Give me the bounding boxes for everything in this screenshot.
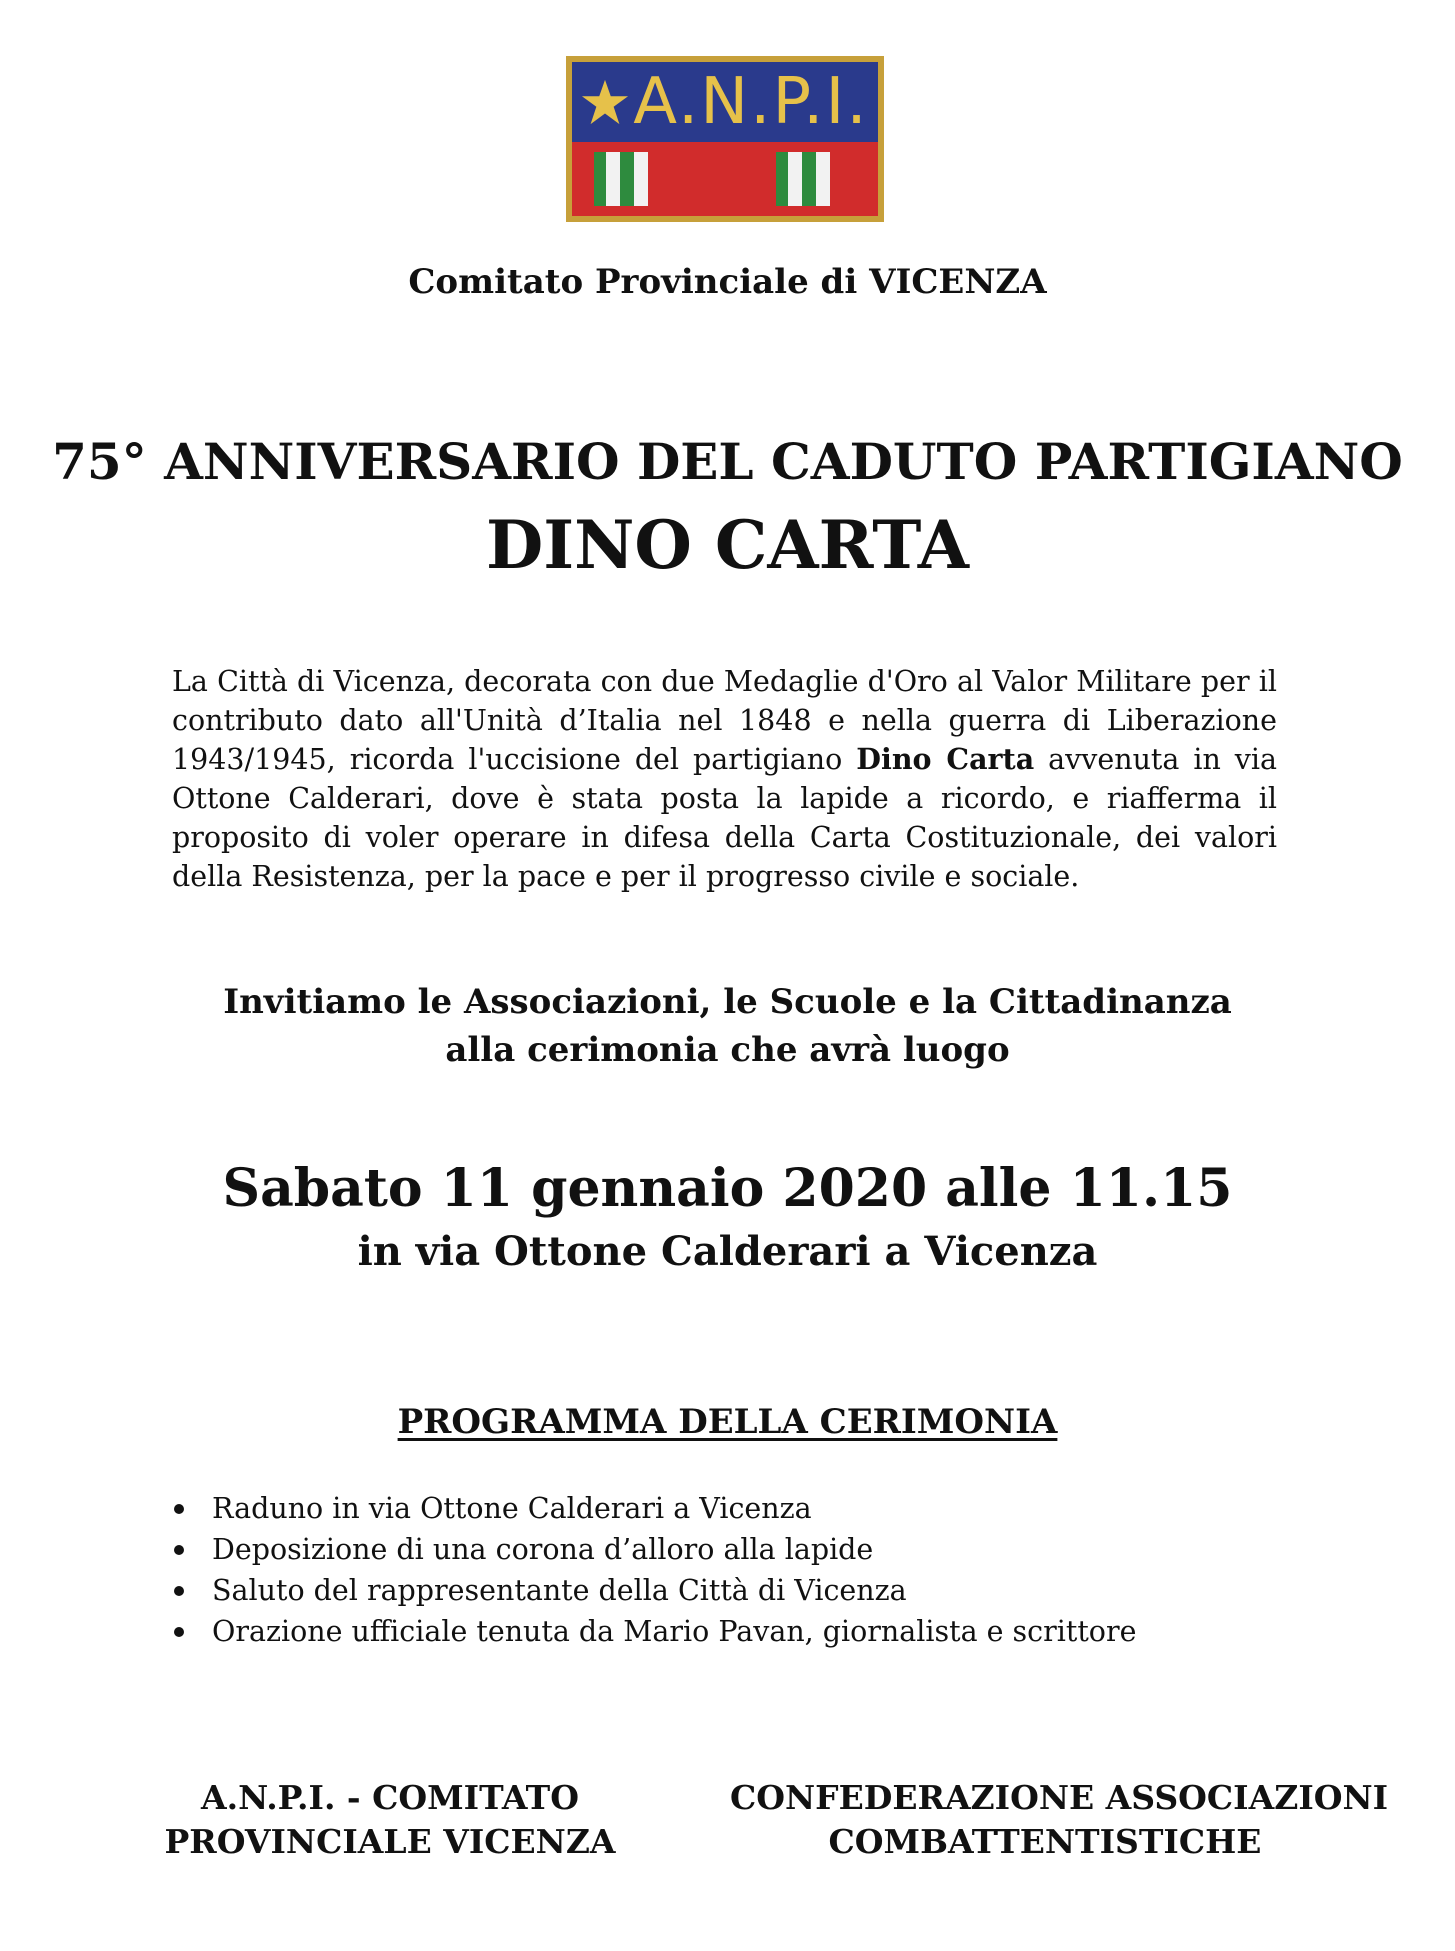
body-text-name: Dino Carta: [856, 742, 1035, 776]
invitation-line-2: alla cerimonia che avrà luogo: [445, 1030, 1010, 1070]
list-item: Raduno in via Ottone Calderari a Vicenza: [172, 1488, 1136, 1529]
list-item: Deposizione di una corona d’alloro alla lapide: [172, 1529, 1136, 1570]
logo-blue-band: [572, 62, 878, 142]
flag-stripe-white: [788, 152, 802, 206]
program-heading: PROGRAMMA DELLA CERIMONIA: [397, 1402, 1058, 1442]
flag-stripe-green: [620, 152, 634, 206]
footer-anpi-line-2: PROVINCIALE VICENZA: [164, 1822, 616, 1861]
page-title-name: DINO CARTA: [485, 506, 970, 584]
body-text-part1: La Città di Vicenza, decorata con due Medaglie d'Oro al Valor Militare per il contributo dato all'Unità d’Italia nel 1848 e nella guerra di Liberazione 1943/1945, ricorda l'uccisione del partigiano: [172, 665, 1277, 776]
event-date: Sabato 11 gennaio 2020 alle 11.15: [222, 1158, 1233, 1219]
invitation-line-1: Invitiamo le Associazioni, le Scuole e la Cittadinanza: [223, 982, 1232, 1022]
body-text-part2: avvenuta in via Ottone Calderari, dove è stata posta la lapide a ricordo, e riafferma il proposito di voler operare in difesa della Carta Costituzionale, dei valori della Resistenza, per la pace e per il progresso civile e sociale.: [172, 743, 1277, 893]
list-item: Saluto del rappresentante della Città di Vicenza: [172, 1570, 1136, 1611]
logo-text: A.N.P.I.: [633, 65, 869, 139]
body-paragraph: [172, 662, 1277, 896]
logo-text-wrap: [581, 65, 869, 139]
flag-stripe-red: [648, 152, 654, 206]
flag-stripe-green: [776, 152, 788, 206]
page-title: 75° ANNIVERSARIO DEL CADUTO PARTIGIANO: [52, 432, 1403, 491]
flag-stripe-white: [816, 152, 830, 206]
footer-anpi-line-1: A.N.P.I. - COMITATO: [201, 1778, 579, 1817]
flag-stripe-green: [594, 152, 606, 206]
flag-stripe-white: [606, 152, 620, 206]
footer-anpi: [140, 1776, 640, 1864]
footer-confederation: [730, 1776, 1389, 1864]
list-item: Orazione ufficiale tenuta da Mario Pavan, giornalista e scrittore: [172, 1611, 1136, 1652]
anpi-logo: [566, 56, 884, 222]
footer-confederation-line-2: COMBATTENTISTICHE: [828, 1822, 1262, 1861]
star-icon: [581, 78, 629, 126]
footer-confederation-line-1: CONFEDERAZIONE ASSOCIAZIONI: [730, 1778, 1389, 1817]
event-place: in via Ottone Calderari a Vicenza: [357, 1228, 1098, 1275]
logo-flag-band: [572, 142, 878, 216]
program-list: [172, 1488, 1136, 1652]
logo-inner: [572, 62, 878, 216]
committee-heading: Comitato Provinciale di VICENZA: [408, 262, 1047, 302]
flag-stripe-white: [634, 152, 648, 206]
flag-stripe-green: [802, 152, 816, 206]
